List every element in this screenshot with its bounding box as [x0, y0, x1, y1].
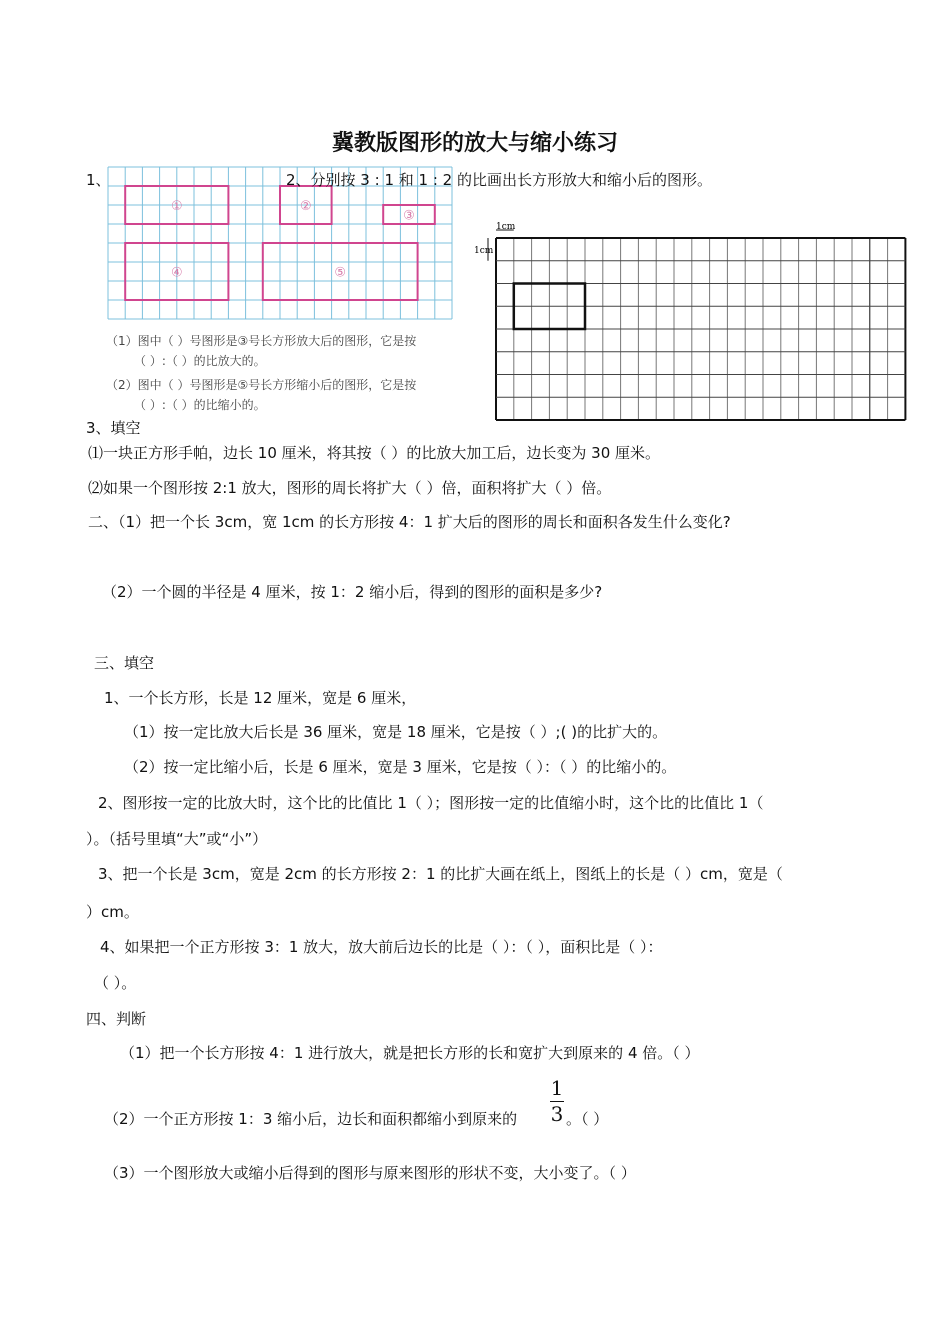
s3-line2: （1）按一定比放大后长是 36 厘米，宽是 18 厘米，它是按（ ）;( )的比扩大的。: [124, 723, 668, 741]
shape-label: ③: [403, 208, 415, 224]
unit-v-label: 1cm: [474, 246, 494, 256]
q3-line2: ⑵如果一个图形按 2:1 放大，图形的周长将扩大（ ）倍，面积将扩大（ ）倍。: [88, 479, 612, 497]
unit-h-label: 1cm: [496, 222, 516, 232]
fraction-numerator: 1: [550, 1076, 564, 1100]
s2-line2: （2）一个圆的半径是 4 厘米，按 1：2 缩小后，得到的图形的面积是多少?: [102, 583, 603, 601]
s3-line7: ）cm。: [86, 903, 139, 921]
q2-grid: [470, 215, 910, 425]
s3-line8: 4、如果把一个正方形按 3：1 放大，放大前后边长的比是（ ）：（ ），面积比是（ ）：: [100, 938, 663, 956]
q1-sub1a: （1）图中（ ）号图形是③号长方形放大后的图形，它是按: [106, 334, 417, 348]
shape-label: ②: [299, 199, 312, 214]
s4-line3: （3）一个图形放大或缩小后得到的图形与原来图形的形状不变，大小变了。（ ）: [104, 1164, 636, 1182]
s4-line2-end: 。（ ）: [566, 1110, 609, 1128]
q3-line1: ⑴一块正方形手帕，边长 10 厘米，将其按（ ）的比放大加工后，边长变为 30 厘米。: [88, 444, 661, 462]
q1-sub2b: （ ）:（ ）的比缩小的。: [134, 398, 266, 412]
s4-line1: （1）把一个长方形按 4：1 进行放大，就是把长方形的长和宽扩大到原来的 4 倍。（ ）: [120, 1044, 700, 1062]
shape-label: ④: [170, 265, 183, 281]
s4-line2: （2）一个正方形按 1：3 缩小后，边长和面积都缩小到原来的: [104, 1110, 518, 1128]
s3-line1: 1、一个长方形，长是 12 厘米，宽是 6 厘米，: [104, 689, 417, 707]
page-title: 冀教版图形的放大与缩小练习: [331, 131, 618, 156]
s3-line4: 2、图形按一定的比放大时，这个比的比值比 1（ ）；图形按一定的比值缩小时，这个比的比值比 1（: [98, 794, 764, 812]
s3-line5: ）。（括号里填“大”或“小”）: [86, 830, 268, 848]
s3-heading: 三、填空: [94, 654, 155, 672]
s3-line6: 3、把一个长是 3cm，宽是 2cm 的长方形按 2：1 的比扩大画在纸上，图纸上的长是（ ）cm，宽是（: [98, 865, 783, 883]
s4-heading: 四、判断: [86, 1010, 147, 1028]
q1-sub1b: （ ）:（ ）的比放大的。: [134, 354, 266, 368]
s3-line3: （2）按一定比缩小后，长是 6 厘米，宽是 3 厘米，它是按（ ）：（ ）的比缩小的。: [124, 758, 677, 776]
q2-text: 2、分别按 3 : 1 和 1 : 2 的比画出长方形放大和缩小后的图形。: [286, 171, 712, 189]
fraction-denominator: 3: [550, 1102, 564, 1126]
q1-label: 1、: [86, 171, 111, 189]
s2-line1: 二、（1）把一个长 3cm，宽 1cm 的长方形按 4：1 扩大后的图形的周长和面积各发生什么变化?: [88, 513, 731, 531]
q3-heading: 3、填空: [86, 419, 141, 437]
s3-line9: （ ）。: [94, 974, 137, 992]
q1-sub2a: （2）图中（ ）号图形是⑤号长方形缩小后的图形，它是按: [106, 378, 417, 392]
shape-label: ①: [170, 199, 183, 214]
shape-label: ⑤: [334, 265, 347, 281]
